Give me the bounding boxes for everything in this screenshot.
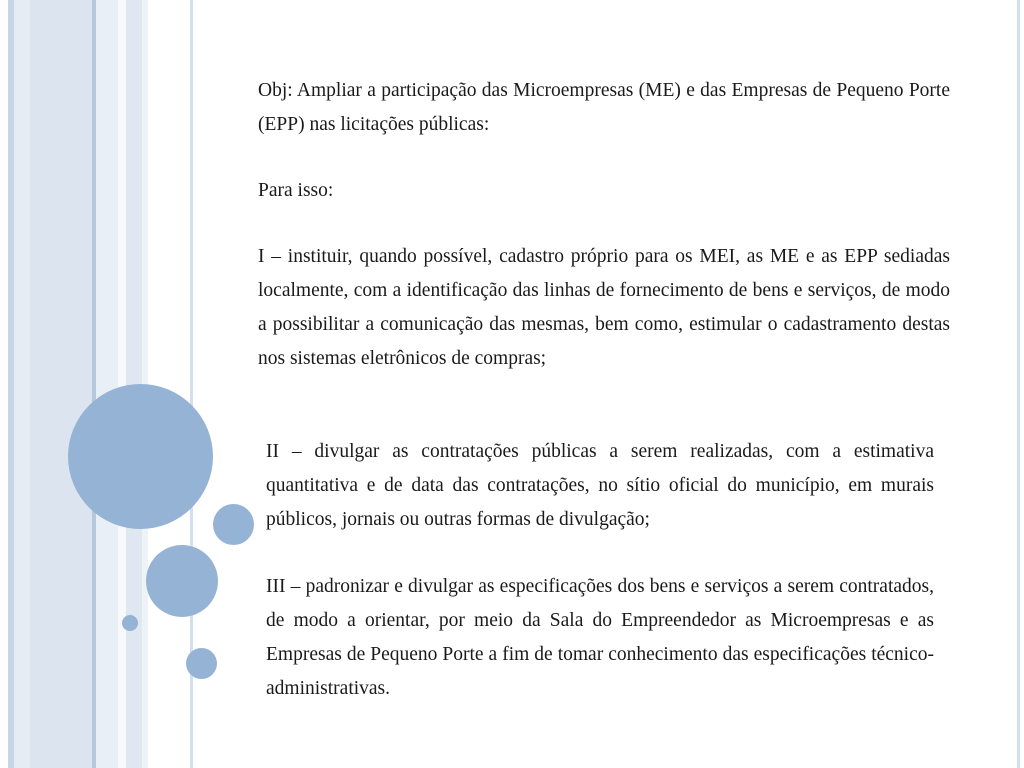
slide-text-upper: [258, 74, 950, 376]
tiny-circle: [122, 615, 138, 631]
stripe: [1017, 0, 1020, 768]
intro-paragraph: Para isso:: [258, 180, 334, 201]
stripe: [118, 0, 126, 768]
stripe: [96, 0, 118, 768]
small-circle: [213, 504, 254, 545]
item-3-paragraph: III – padronizar e divulgar as especificações dos bens e serviços a serem contratados, de modo a orientar, por meio da Sala do Empreendedor as Microempresas e as Empresas de Pequeno Porte a fim de tomar conhecimento das especificações técnico-administrativas.: [266, 576, 934, 699]
large-circle: [68, 384, 213, 529]
slide-text-lower: [266, 435, 934, 706]
small-circle: [186, 648, 217, 679]
stripe: [30, 0, 92, 768]
item-2-paragraph: II – divulgar as contratações públicas a serem realizadas, com a estimativa quantitativa e de data das contratações, no sítio oficial do município, em murais públicos, jornais ou outras formas de divulgação;: [266, 441, 934, 530]
stripe: [14, 0, 30, 768]
item-1-paragraph: I – instituir, quando possível, cadastro próprio para os MEI, as ME e as EPP sediadas localmente, com a identificação das linhas de fornecimento de bens e serviços, de modo a possibilitar a comunicação das mesmas, bem como, estimular o cadastramento destas nos sistemas eletrônicos de compras;: [258, 246, 950, 369]
medium-circle: [146, 545, 218, 617]
stripe: [0, 0, 8, 768]
obj-paragraph: Obj: Ampliar a participação das Microempresas (ME) e das Empresas de Pequeno Porte (EPP) nas licitações públicas:: [258, 80, 950, 135]
